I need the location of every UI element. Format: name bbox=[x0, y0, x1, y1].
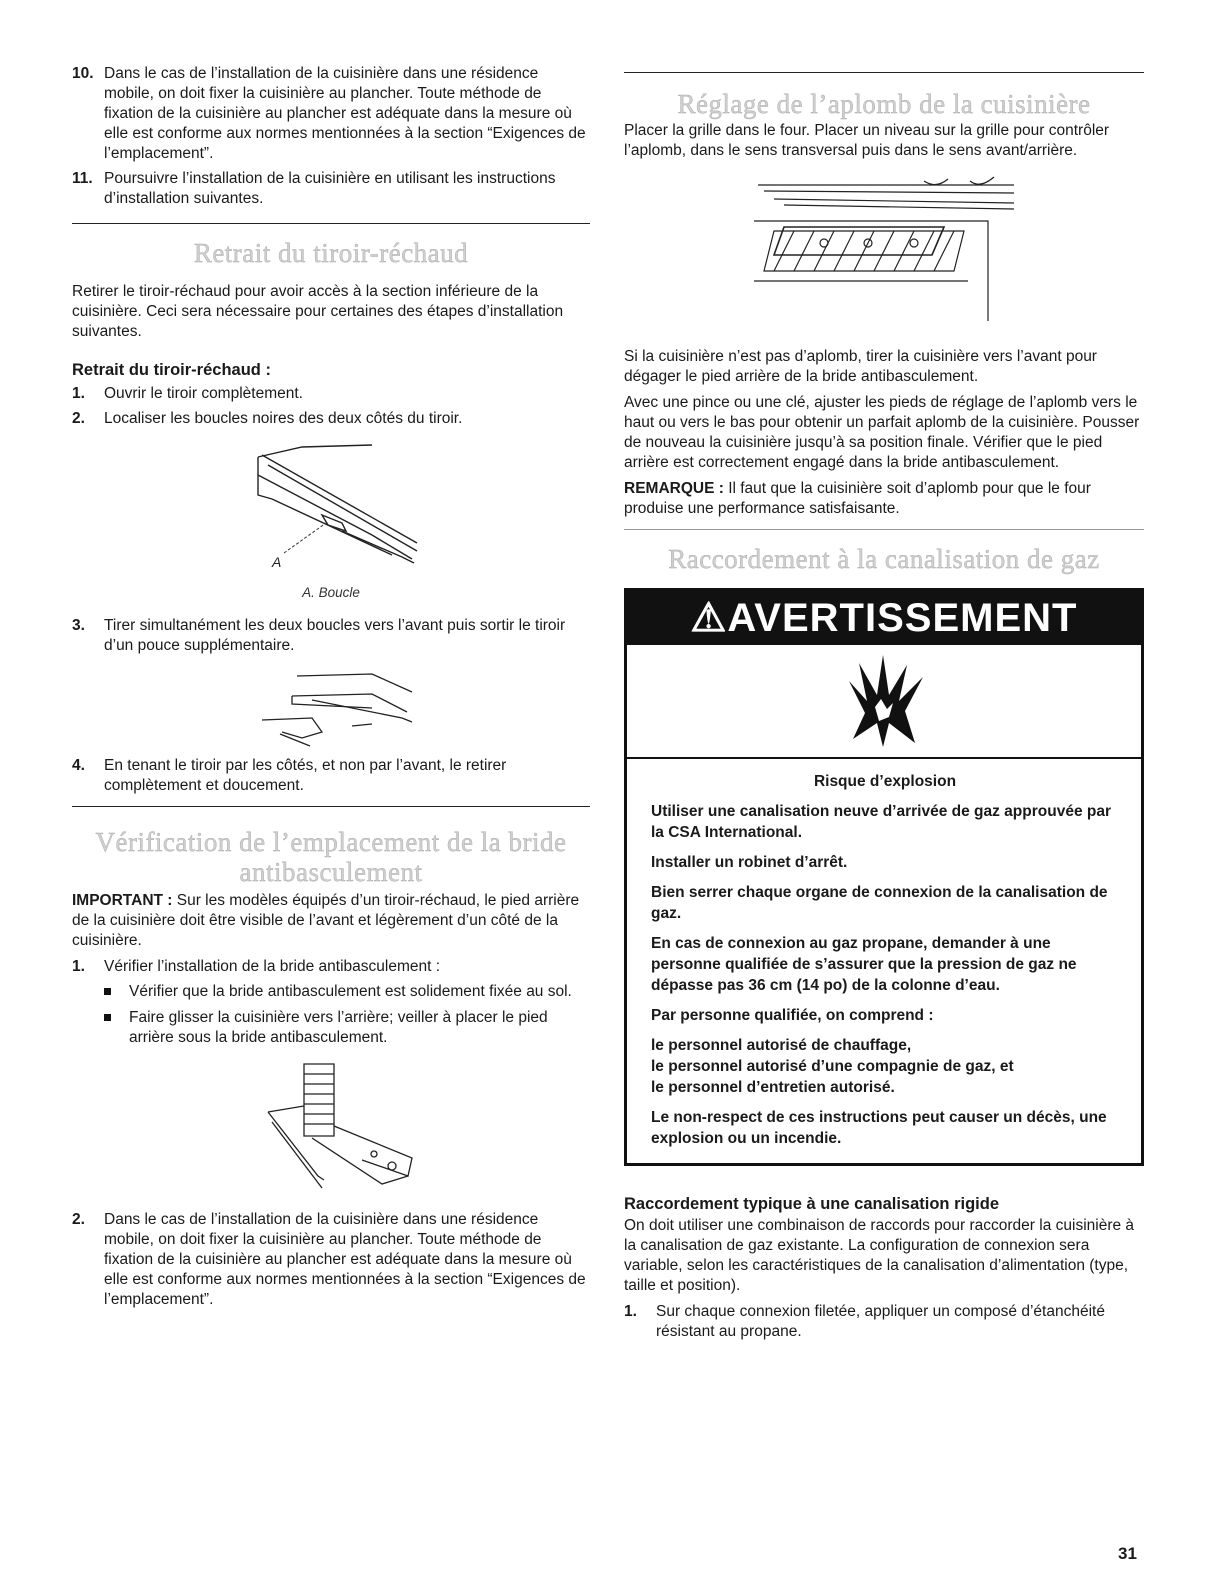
section-title-gas: Raccordement à la canalisation de gaz bbox=[668, 544, 1100, 574]
oven-rack-level-illustration bbox=[624, 171, 1144, 341]
list-item: 3. Tirer simultanément les deux boucles vers l’avant puis sortir le tiroir d’un pouce supplémentaire. bbox=[72, 617, 566, 654]
drawer-pull-figure bbox=[72, 662, 590, 752]
gas-steps bbox=[624, 1302, 1144, 1342]
divider bbox=[72, 223, 590, 224]
explosion-icon bbox=[829, 651, 939, 751]
list-item: 4. En tenant le tiroir par les côtés, et non par l’avant, le retirer complètement et doucement. bbox=[72, 757, 507, 794]
bullet-item: Vérifier que la bride antibasculement est solidement fixée au sol. bbox=[72, 982, 590, 1002]
warning-triangle-icon: ⚠ bbox=[690, 596, 728, 640]
anti-tip-bracket-illustration bbox=[72, 1056, 590, 1204]
drawer-slide-illustration bbox=[72, 435, 590, 585]
qualified-line: le personnel autorisé de chauffage, bbox=[651, 1037, 912, 1054]
level-para-2: Avec une pince ou une clé, ajuster les pieds de réglage de l’aplomb vers le haut ou vers le bas pour obtenir un parfait aplomb de la cuisinière. Pousser de nouveau la cuisinière jusqu’à sa position finale. Vérifier que le pied arrière est correctement engagé dans la bride antibasculement. bbox=[624, 394, 1140, 471]
warning-box bbox=[624, 588, 1144, 1166]
qualified-line: le personnel autorisé d’une compagnie de gaz, et bbox=[651, 1058, 1014, 1075]
warning-consequence: Le non-respect de ces instructions peut causer un décès, une explosion ou un incendie. bbox=[651, 1109, 1107, 1147]
list-item: 1. Vérifier l’installation de la bride antibasculement : bbox=[72, 958, 441, 975]
section-title-drawer: Retrait du tiroir-réchaud bbox=[193, 238, 469, 268]
bracket-bullets bbox=[72, 982, 590, 1048]
divider bbox=[72, 806, 590, 807]
list-item: 11. Poursuivre l’installation de la cuisinière en utilisant les instructions d’installation suivantes. bbox=[72, 170, 556, 207]
bracket-step-2 bbox=[72, 1210, 590, 1310]
warning-header: ⚠AVERTISSEMENT bbox=[627, 591, 1141, 645]
divider bbox=[624, 529, 1144, 530]
warning-line: Installer un robinet d’arrêt. bbox=[651, 854, 848, 871]
level-para-1: Si la cuisinière n’est pas d’aplomb, tirer la cuisinière vers l’avant pour dégager le pied arrière de la bride antibasculement. bbox=[624, 348, 1097, 385]
page-number: 31 bbox=[1118, 1544, 1137, 1563]
important-note: IMPORTANT : Sur les modèles équipés d’un tiroir-réchaud, le pied arrière de la cuisinière doit être visible de l’avant et légèrement d’un côté de la cuisinière. bbox=[72, 892, 580, 949]
warning-line: Par personne qualifiée, on comprend : bbox=[651, 1007, 934, 1024]
drawer-steps-b bbox=[72, 616, 590, 656]
section-title-level: Réglage de l’aplomb de la cuisinière bbox=[677, 89, 1091, 119]
list-item: 10. Dans le cas de l’installation de la cuisinière dans une résidence mobile, on doit fixer la cuisinière au plancher. Toute méthode de fixation de la cuisinière au plancher est adéquate dans la mesure où elle est conforme aux normes mentionnées à la section “Exigences de l’emplacement”. bbox=[72, 65, 586, 162]
drawer-intro: Retirer le tiroir-réchaud pour avoir accès à la section inférieure de la cuisinière. Ceci sera nécessaire pour certaines des étapes d’installation suivantes. bbox=[72, 283, 564, 340]
intro-list bbox=[72, 64, 590, 209]
qualified-line: le personnel d’entretien autorisé. bbox=[651, 1079, 895, 1096]
warning-line: Bien serrer chaque organe de connexion de la canalisation de gaz. bbox=[651, 884, 1108, 922]
drawer-steps-c bbox=[72, 756, 590, 796]
list-item: 2. Dans le cas de l’installation de la cuisinière dans une résidence mobile, on doit fixer la cuisinière au plancher. Toute méthode de fixation de la cuisinière au plancher est adéquate dans la mesure où elle est conforme aux normes mentionnées à la section “Exigences de l’emplacement”. bbox=[72, 1211, 586, 1308]
drawer-steps-a bbox=[72, 384, 590, 429]
list-item: 1. Sur chaque connexion filetée, appliquer un composé d’étanchéité résistant au propane. bbox=[624, 1303, 1105, 1340]
bracket-step-1 bbox=[72, 957, 590, 977]
divider bbox=[624, 72, 1144, 73]
drawer-subhead: Retrait du tiroir-réchaud : bbox=[72, 361, 271, 379]
bullet-item: Faire glisser la cuisinière vers l’arrière; veiller à placer le pied arrière sous la bride antibasculement. bbox=[72, 1008, 590, 1048]
figure-caption: A. Boucle bbox=[302, 585, 360, 600]
level-intro: Placer la grille dans le four. Placer un niveau sur la grille pour contrôler l’aplomb, dans le sens transversal puis dans le sens avant/arrière. bbox=[624, 122, 1110, 159]
warning-line: Utiliser une canalisation neuve d’arrivée de gaz approuvée par la CSA International. bbox=[651, 803, 1111, 841]
warning-body bbox=[627, 759, 1141, 1163]
rigid-line-subhead: Raccordement typique à une canalisation rigide bbox=[624, 1195, 1000, 1213]
section-title-bracket-line2: antibasculement bbox=[239, 857, 423, 887]
list-item: 1. Ouvrir le tiroir complètement. bbox=[72, 385, 303, 402]
rigid-line-intro: On doit utiliser une combinaison de raccords pour raccorder la cuisinière à la canalisation de gaz existante. La configuration de connexion sera variable, selon les caractéristiques de la canalisation d’alimentation (type, taille et position). bbox=[624, 1217, 1135, 1294]
list-item: 2. Localiser les boucles noires des deux côtés du tiroir. bbox=[72, 410, 463, 427]
warning-line: En cas de connexion au gaz propane, demander à une personne qualifiée de s’assurer que la pression de gaz ne dépasse pas 36 cm (14 po) de la colonne d’eau. bbox=[651, 935, 1077, 994]
hazard-title: Risque d’explosion bbox=[813, 773, 957, 790]
right-column bbox=[624, 72, 1144, 1347]
drawer-loop-figure bbox=[72, 435, 590, 585]
section-title-bracket-line1: Vérification de l’emplacement de la bride bbox=[95, 827, 567, 857]
figure-label-a: A bbox=[272, 554, 282, 570]
drawer-pull-illustration bbox=[72, 662, 590, 752]
explosion-icon-area bbox=[627, 645, 1141, 759]
oven-rack-level-figure bbox=[624, 171, 1144, 341]
anti-tip-bracket-figure bbox=[72, 1056, 590, 1204]
left-column bbox=[72, 64, 590, 1315]
level-note: REMARQUE : Il faut que la cuisinière soit d’aplomb pour que le four produise une performance satisfaisante. bbox=[624, 480, 1091, 517]
